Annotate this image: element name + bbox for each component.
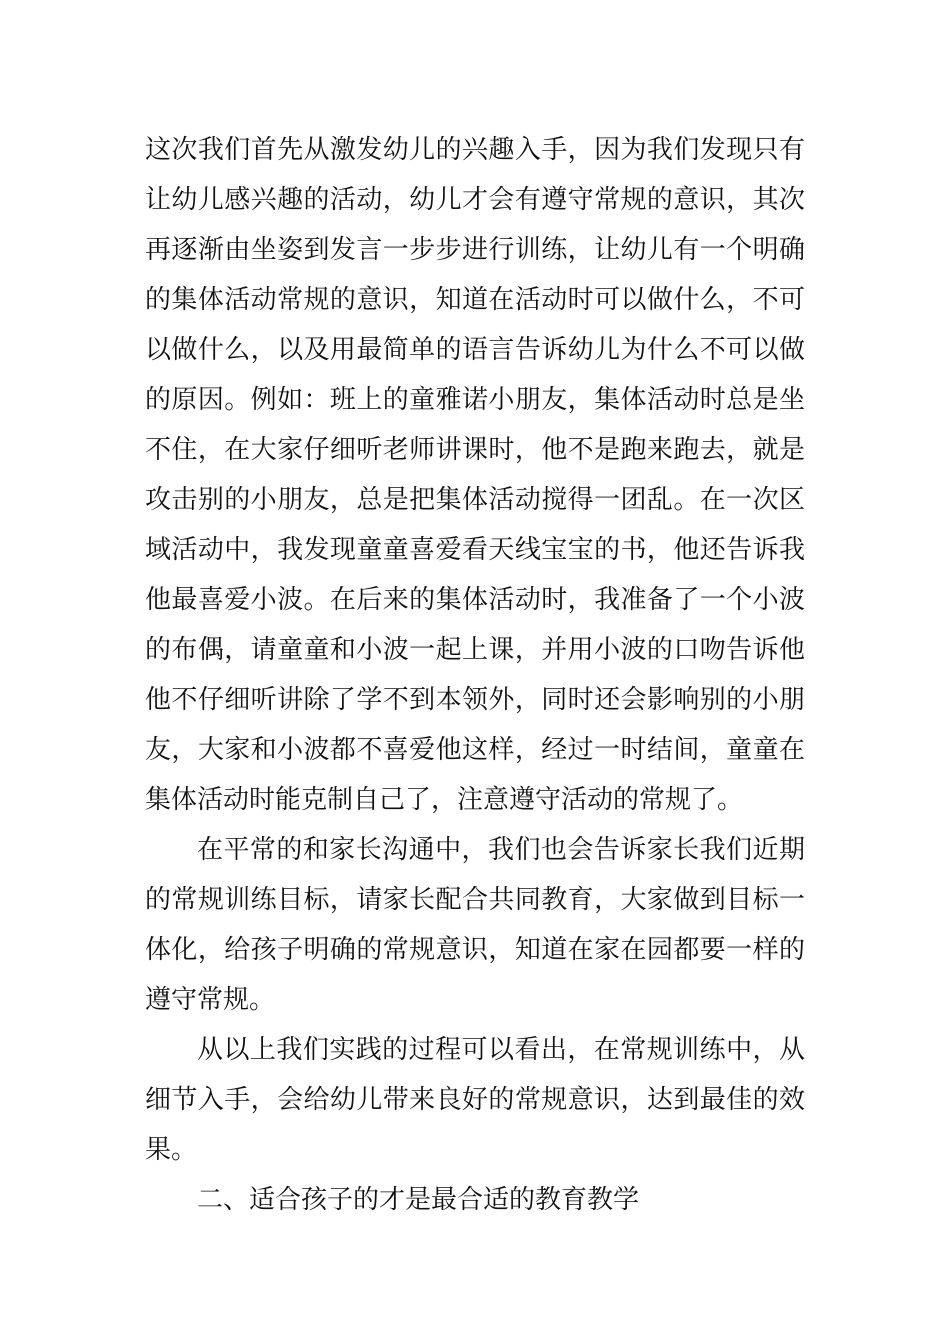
document-body xyxy=(145,125,805,1225)
text-line: 攻击别的小朋友，总是把集体活动搅得一团乱。在一次区 xyxy=(145,485,805,515)
text-line: 的集体活动常规的意识，知道在活动时可以做什么，不可 xyxy=(145,285,805,315)
text-line: 友，大家和小波都不喜爱他这样，经过一时结间，童童在 xyxy=(145,735,805,765)
text-line: 果。 xyxy=(145,1135,198,1165)
text-line: 这次我们首先从激发幼儿的兴趣入手，因为我们发现只有 xyxy=(145,135,805,165)
text-line: 集体活动时能克制自己了，注意遵守活动的常规了。 xyxy=(145,785,744,815)
text-line: 再逐渐由坐姿到发言一步步进行训练，让幼儿有一个明确 xyxy=(145,235,805,265)
text-line: 让幼儿感兴趣的活动，幼儿才会有遵守常规的意识，其次 xyxy=(145,185,805,215)
text-line: 他不仔细听讲除了学不到本领外，同时还会影响别的小朋 xyxy=(145,685,805,715)
section-heading: 二、适合孩子的才是最合适的教育教学 xyxy=(197,1185,640,1215)
text-line: 体化，给孩子明确的常规意识，知道在家在园都要一样的 xyxy=(145,935,805,965)
paragraph xyxy=(145,1025,805,1175)
text-line: 从以上我们实践的过程可以看出，在常规训练中，从 xyxy=(197,1035,805,1065)
text-line: 不住，在大家仔细听老师讲课时，他不是跑来跑去，就是 xyxy=(145,435,805,465)
text-line: 以做什么，以及用最简单的语言告诉幼儿为什么不可以做 xyxy=(145,335,805,365)
text-line: 细节入手，会给幼儿带来良好的常规意识，达到最佳的效 xyxy=(145,1085,805,1115)
text-line: 的布偶，请童童和小波一起上课，并用小波的口吻告诉他 xyxy=(145,635,805,665)
text-line: 的原因。例如：班上的童雅诺小朋友，集体活动时总是坐 xyxy=(145,385,805,415)
paragraph xyxy=(145,125,805,825)
text-line: 他最喜爱小波。在后来的集体活动时，我准备了一个小波 xyxy=(145,585,805,615)
text-line: 遵守常规。 xyxy=(145,985,276,1015)
paragraph xyxy=(145,825,805,1025)
section-heading-block xyxy=(145,1175,805,1225)
text-line: 域活动中，我发现童童喜爱看天线宝宝的书，他还告诉我 xyxy=(145,535,805,565)
text-line: 的常规训练目标，请家长配合共同教育，大家做到目标一 xyxy=(145,885,805,915)
text-line: 在平常的和家长沟通中，我们也会告诉家长我们近期 xyxy=(197,835,805,865)
